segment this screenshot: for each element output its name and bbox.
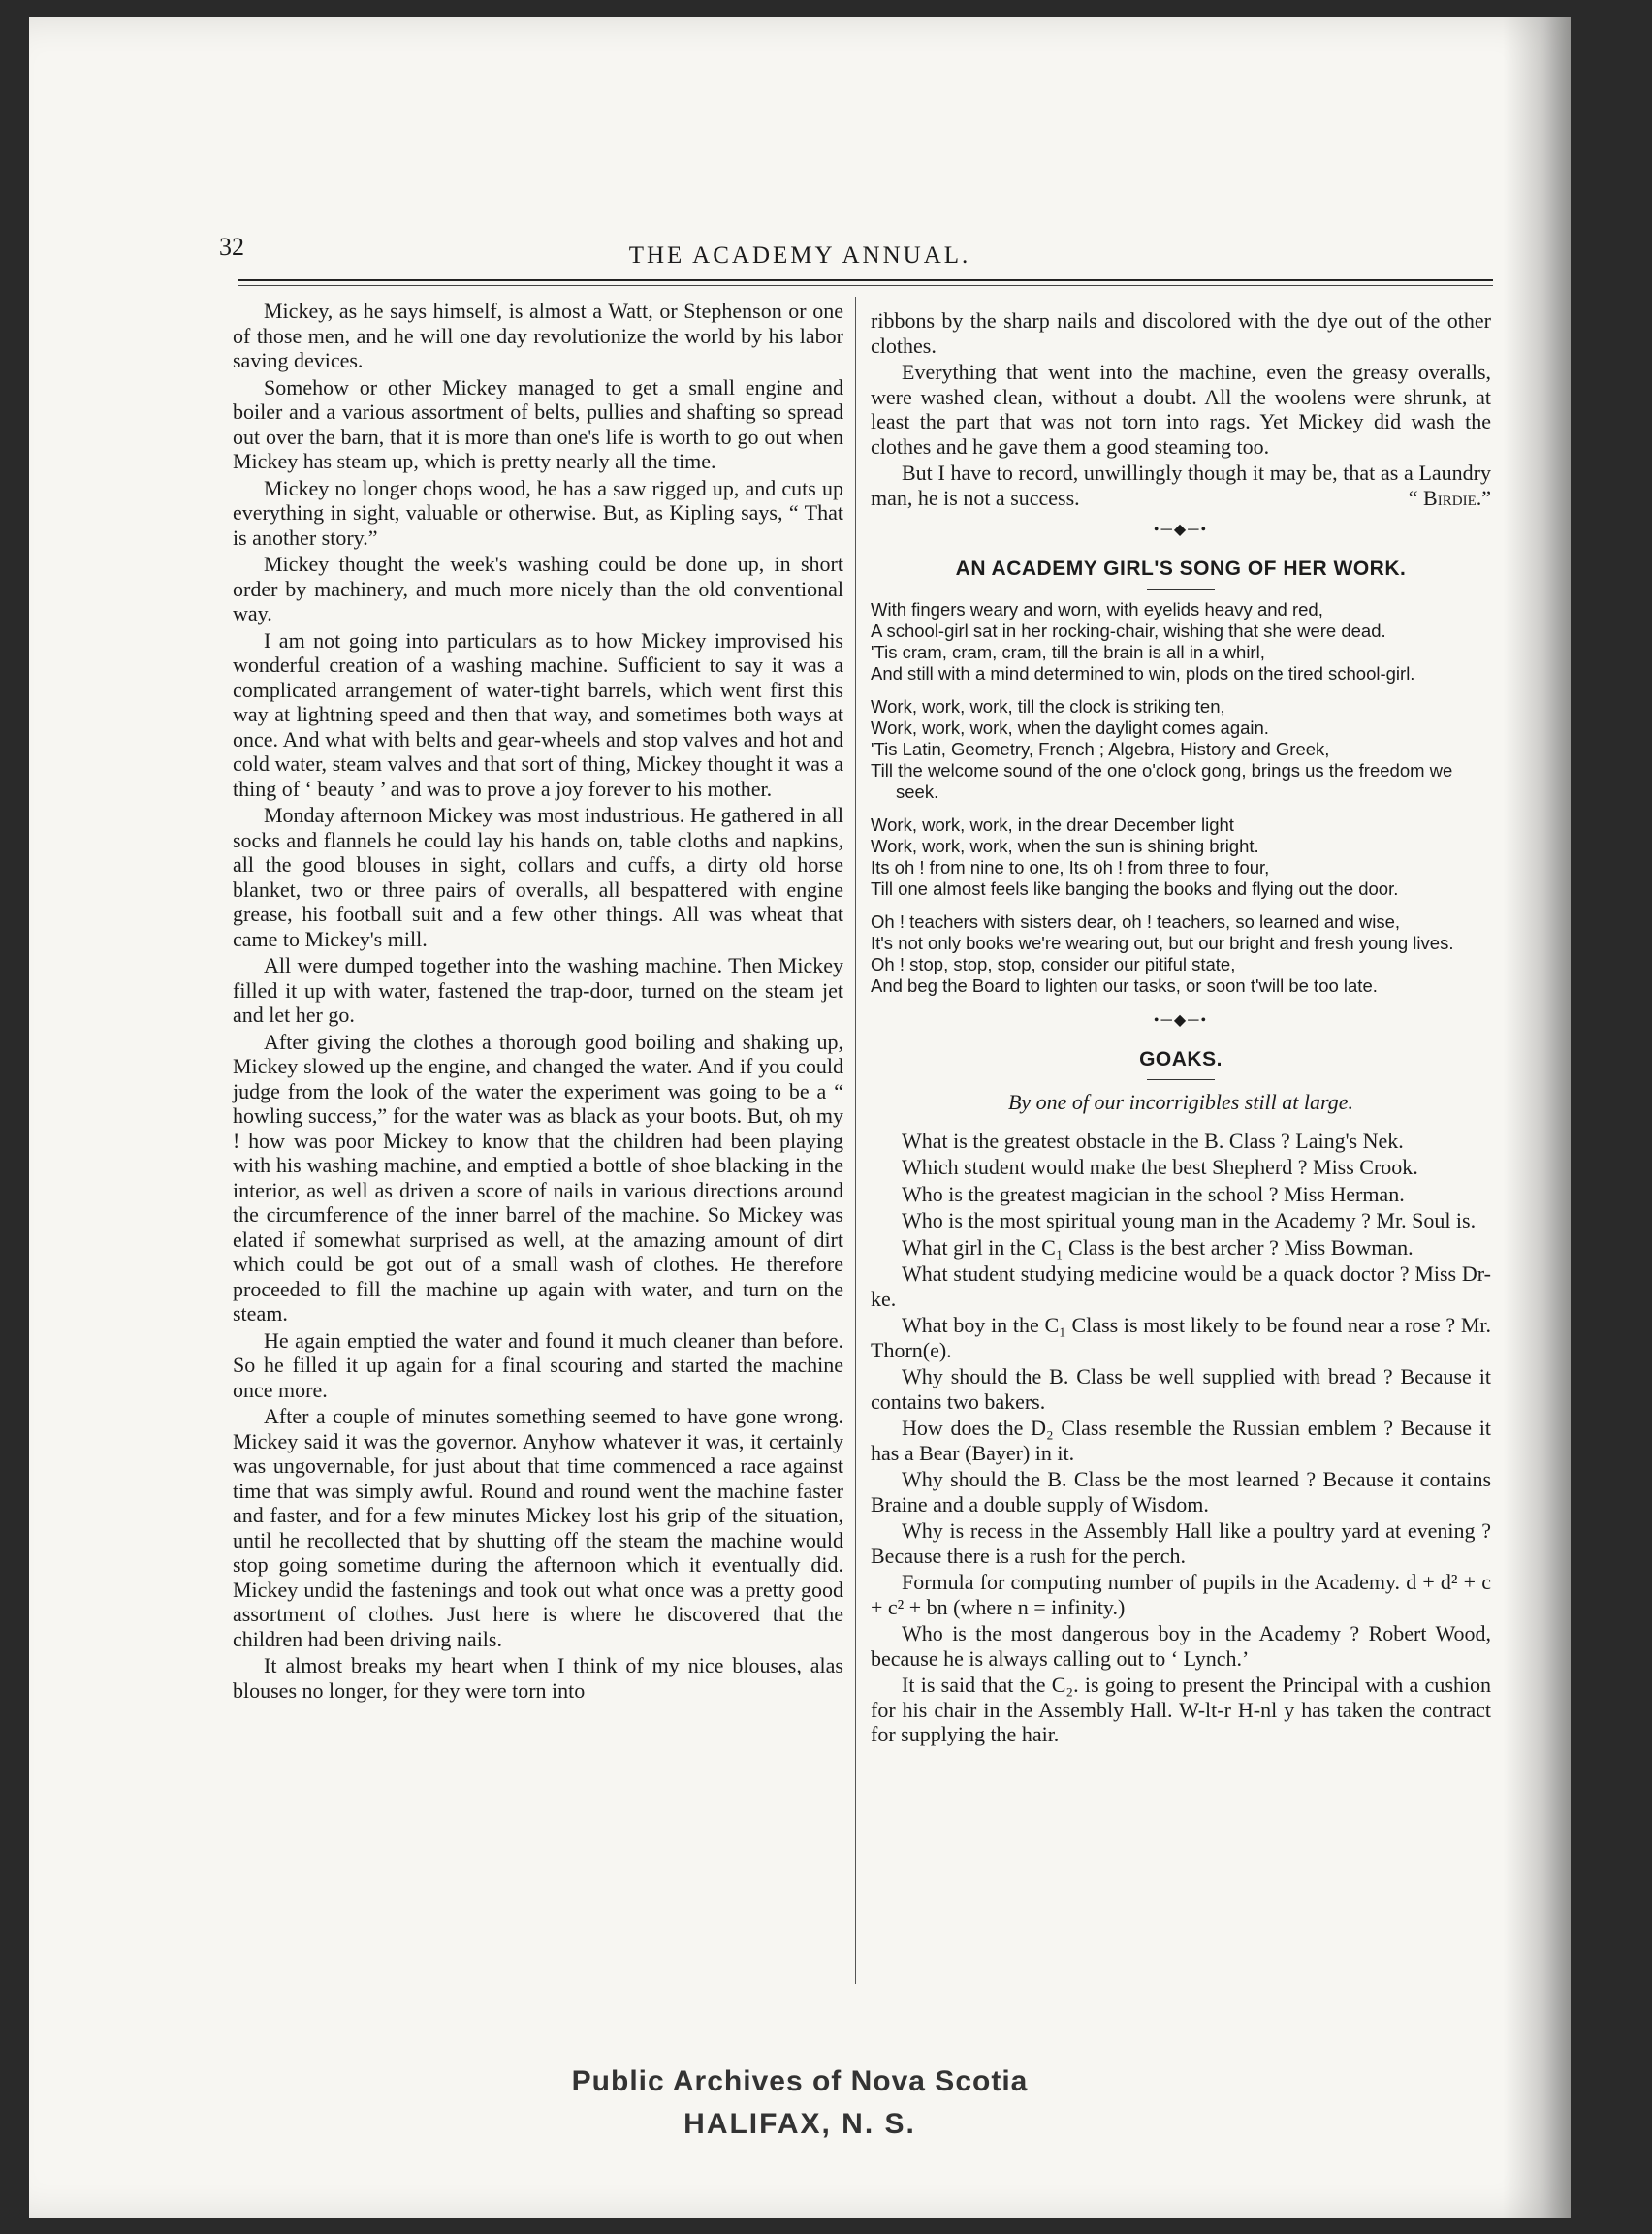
- goak-item: What student studying medicine would be a quack doctor ? Miss Dr-ke.: [871, 1261, 1491, 1311]
- paragraph: It almost breaks my heart when I think of my nice blouses, alas blouses no longer, for they were torn into: [233, 1653, 843, 1703]
- paragraph: I am not going into particulars as to how Mickey improvised his wonderful creation of a washing machine. Sufficient to say it was a complicated arrangement of water-tight barrels, which went first this way at lightning speed and then that way, and sometimes both ways at once. And what with belts and gear-wheels and stop valves and hot and cold water, steam valves and that sort of thing, Mickey thought it was a thing of ‘ beauty ’ and was to prove a joy forever to his mother.: [233, 627, 843, 801]
- goaks-title: GOAKS.: [1139, 1047, 1223, 1070]
- poem-stanza: [871, 911, 1491, 997]
- goak-item: It is said that the C₂. is going to present the Principal with a cushion for his chair in the Assembly Hall. W-lt-r H-nl y has taken the contract for supplying the hair.: [871, 1673, 1491, 1746]
- poem-stanza: [871, 599, 1491, 685]
- running-head: THE ACADEMY ANNUAL.: [628, 242, 971, 269]
- title-rule: [1147, 1079, 1215, 1080]
- goak-item: Which student would make the best Shepherd ? Miss Crook.: [902, 1155, 1418, 1179]
- paragraph: Somehow or other Mickey managed to get a small engine and boiler and a various assortment of belts, pullies and shafting so spread out over the barn, that it is more than one's life is worth to go out when Mickey has steam up, which is pretty nearly all the time.: [233, 374, 843, 473]
- archive-stamp-line: Public Archives of Nova Scotia: [571, 2065, 1029, 2097]
- goak-item: Formula for computing number of pupils in the Academy. d + d² + c + c² + bn (where n = infinity.): [871, 1570, 1491, 1619]
- section-ornament: •─◆─•: [1153, 1012, 1209, 1029]
- goak-item: What girl in the C₁ Class is the best archer ? Miss Bowman.: [902, 1234, 1414, 1260]
- archive-stamp-location: HALIFAX, N. S.: [683, 2108, 916, 2140]
- poem-line: 'Tis cram, cram, cram, till the brain is all in a whirl,: [871, 642, 1265, 662]
- poem-line: With fingers weary and worn, with eyelids heavy and red,: [871, 599, 1323, 620]
- poem-stanza: [871, 696, 1491, 803]
- poem-line: 'Tis Latin, Geometry, French ; Algebra, History and Greek,: [871, 739, 1330, 759]
- poem-line: And beg the Board to lighten our tasks, or soon t'will be too late.: [871, 975, 1378, 996]
- poem-line: A school-girl sat in her rocking-chair, wishing that she were dead.: [871, 621, 1386, 641]
- author-signature: “ Birdie.”: [1408, 485, 1491, 510]
- paragraph: Everything that went into the machine, even the greasy overalls, were washed clean, without a doubt. All the woolens were shrunk, at least the part that was not torn into rags. Yet Mickey did wash the clothes and he gave them a good steaming too.: [871, 360, 1491, 459]
- poem-line: It's not only books we're wearing out, but our bright and fresh young lives.: [871, 933, 1454, 953]
- goak-item: Who is the most dangerous boy in the Academy ? Robert Wood, because he is always calling out to ‘ Lynch.’: [871, 1621, 1491, 1671]
- page-edge-shadow: [1503, 17, 1571, 2218]
- goak-item: Who is the most spiritual young man in the Academy ? Mr. Soul is.: [902, 1208, 1477, 1232]
- goaks-byline: By one of our incorrigibles still at large.: [1007, 1090, 1354, 1114]
- poem-line: Till the welcome sound of the one o'clock gong, brings us the freedom we seek.: [871, 760, 1453, 802]
- left-column: [233, 299, 843, 1703]
- goak-item: What boy in the C₁ Class is most likely to be found near a rose ? Mr. Thorn(e).: [871, 1313, 1491, 1362]
- poem: [871, 599, 1491, 997]
- section-ornament: •─◆─•: [1153, 522, 1209, 538]
- scanned-page: [29, 17, 1571, 2218]
- poem-line: Oh ! stop, stop, stop, consider our pitiful state,: [871, 954, 1236, 974]
- right-column: [871, 308, 1491, 1747]
- poem-line: Work, work, work, when the daylight comes again.: [871, 718, 1269, 738]
- paragraph: All were dumped together into the washing machine. Then Mickey filled it up with water, fastened the trap-door, turned on the steam jet and let her go.: [233, 953, 843, 1027]
- poem-line: Work, work, work, when the sun is shining bright.: [871, 836, 1259, 856]
- page-number: 32: [219, 233, 244, 261]
- column-divider: [855, 297, 856, 1984]
- closing-paragraph: But I have to record, unwillingly though it may be, that as a Laundry man, he is not a success.: [871, 461, 1491, 510]
- goak-item: How does the D₂ Class resemble the Russian emblem ? Because it has a Bear (Bayer) in it.: [871, 1416, 1491, 1465]
- paragraph: Mickey, as he says himself, is almost a Watt, or Stephenson or one of those men, and he will one day revolutionize the world by his labor saving devices.: [233, 299, 843, 372]
- paragraph: ribbons by the sharp nails and discolored with the dye out of the other clothes.: [871, 308, 1491, 358]
- paragraph: Mickey thought the week's washing could be done up, in short order by machinery, and much more nicely than the old conventional way.: [233, 552, 843, 625]
- poem-stanza: [871, 814, 1491, 900]
- paragraph: Mickey no longer chops wood, he has a saw rigged up, and cuts up everything in sight, valuable or otherwise. But, as Kipling says, “ That is another story.”: [233, 475, 843, 550]
- header-rule: [238, 279, 1493, 281]
- paragraph: [871, 461, 1491, 510]
- paragraph: Monday afternoon Mickey was most industrious. He gathered in all socks and flannels he could lay his hands on, table cloths and napkins, all the good blouses in sight, collars and cuffs, a dirty old horse blanket, two or three pairs of overalls, all bespattered with engine grease, his football suit and a few other things. All was wheat that came to Mickey's mill.: [233, 803, 843, 951]
- goak-item: Why should the B. Class be the most learned ? Because it contains Braine and a double supply of Wisdom.: [871, 1467, 1491, 1516]
- poem-line: Till one almost feels like banging the books and flying out the door.: [871, 878, 1399, 899]
- paragraph: He again emptied the water and found it much cleaner than before. So he filled it up again for a final scouring and started the machine once more.: [233, 1327, 843, 1402]
- goak-item: Why should the B. Class be well supplied with bread ? Because it contains two bakers.: [871, 1364, 1491, 1414]
- poem-line: Work, work, work, till the clock is striking ten,: [871, 696, 1225, 717]
- header-rule-thin: [238, 285, 1493, 286]
- poem-title: AN ACADEMY GIRL'S SONG OF HER WORK.: [955, 557, 1407, 580]
- goak-item: Who is the greatest magician in the school ? Miss Herman.: [902, 1181, 1405, 1206]
- poem-line: Work, work, work, in the drear December light: [871, 814, 1234, 835]
- title-rule: [1147, 589, 1215, 590]
- goak-item: Why is recess in the Assembly Hall like a poultry yard at evening ? Because there is a rush for the perch.: [871, 1518, 1491, 1568]
- poem-line: And still with a mind determined to win, plods on the tired school-girl.: [871, 663, 1415, 684]
- poem-line: Its oh ! from nine to one, Its oh ! from three to four,: [871, 857, 1270, 878]
- goak-item: What is the greatest obstacle in the B. Class ? Laing's Nek.: [902, 1128, 1404, 1153]
- paragraph: After giving the clothes a thorough good boiling and shaking up, Mickey slowed up the engine, and changed the water. And if you could judge from the look of the water the experiment was going to be a “ howling success,” for the water was as black as your boots. But, oh my ! how was poor Mickey to know that the children had been playing with his washing machine, and emptied a bottle of shoe blacking in the interior, as well as driven a score of nails in various directions around the circumference of the inner barrel of the machine. So Mickey was elated if somewhat surprised as well, at the amazing amount of dirt which could be got out of a small wash of clothes. He therefore proceeded to fill the machine up again with water, and turn on the steam.: [233, 1029, 843, 1325]
- poem-line: Oh ! teachers with sisters dear, oh ! teachers, so learned and wise,: [871, 911, 1401, 932]
- paragraph: After a couple of minutes something seemed to have gone wrong. Mickey said it was the governor. Anyhow whatever it was, it certainly was ungovernable, for just about that time commenced a race against time that was simply awful. Round and round went the machine faster and faster, and for a few minutes Mickey lost his grip of the situation, until he recollected that by shutting off the steam the machine would stop going sometime during the afternoon which it eventually did. Mickey undid the fastenings and took out what once was a pretty good assortment of clothes. Just here is where he discovered that the children had been driving nails.: [233, 1404, 843, 1651]
